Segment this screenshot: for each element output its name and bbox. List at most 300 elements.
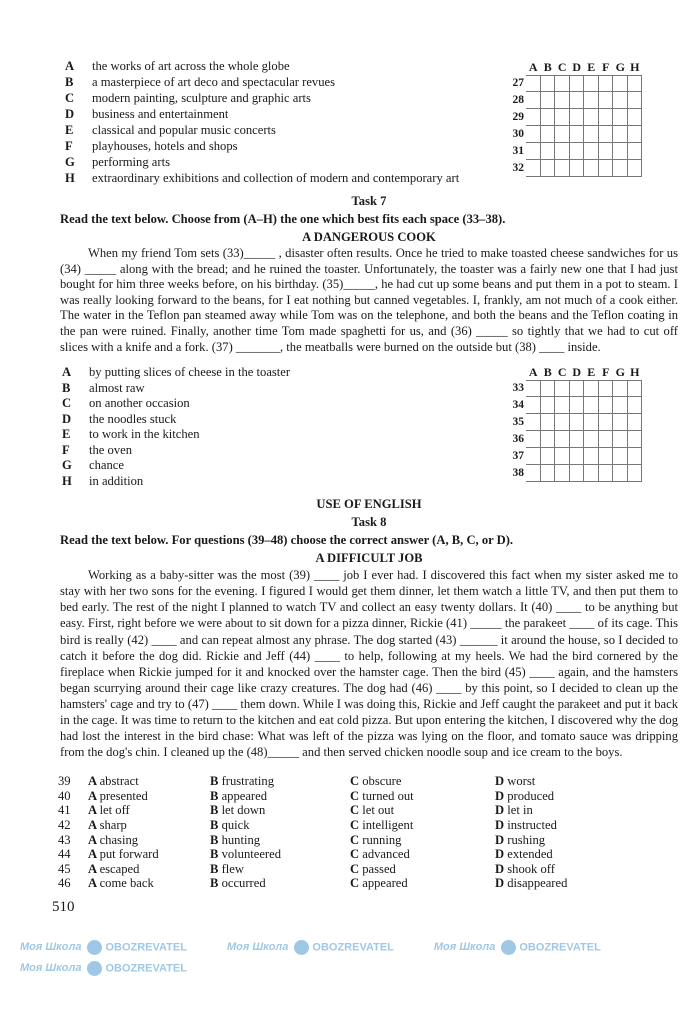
option-text: the oven	[89, 442, 133, 457]
answer-cell[interactable]	[628, 126, 643, 143]
answer-cell[interactable]	[555, 465, 570, 482]
answer-cell[interactable]	[555, 126, 570, 143]
grid-header	[526, 365, 642, 380]
answer-cell[interactable]	[526, 380, 541, 397]
answer-row	[58, 803, 678, 818]
grid-row-number: 33	[512, 382, 524, 395]
choice-text: let out	[362, 803, 395, 818]
answer-cell[interactable]	[628, 109, 643, 126]
option-item	[65, 106, 459, 122]
answer-cell[interactable]	[628, 397, 643, 414]
option-letter: D	[62, 411, 72, 426]
answer-cell[interactable]	[570, 448, 585, 465]
choice-text: worst	[507, 774, 536, 789]
choice-text: appeared	[362, 876, 408, 891]
answer-cell[interactable]	[613, 92, 628, 109]
option-text: chance	[89, 458, 124, 473]
choice-letter: A	[88, 832, 100, 847]
answer-cell[interactable]	[599, 380, 614, 397]
answer-cell[interactable]	[526, 465, 541, 482]
answer-cell[interactable]	[526, 160, 541, 177]
answer-cell[interactable]	[526, 397, 541, 414]
choice-letter: B	[210, 861, 222, 876]
answer-cell[interactable]	[541, 465, 556, 482]
task8-text: Working as a baby-sitter was the most (39) ____ job I ever had. I discovered this fact when my sister asked me to stay with her two sons for the evening. I figured I would get them dinner, let them watch a little TV, and then put them to bed early. The rest of the night I planned to watch TV and collect an easy twenty dollars. It (40) ____ to be anything but easy. First, right before we were about to sit down for a pizza dinner, Rickie (41) _____ the parakeet ____ of its cage. This bird is really (42) ____ and can repeat almost any phrase. The dog started (43) ______ it around the house, so I decided to catch it before the dog did. Rickie and Jeff (44) ____ to help, following at my heels. We had the bird cornered by the fireplace when Rickie jumped for it and knocked over the hamster cage. Then the bird (45) ____ again, and the hamsters began scurrying around their cage like crazy creatures. The dog had (46) ____ by this point, so I decided to clean up the hamsters' cage and try to (47) ____ them down. While I was doing this, Rickie and Jeff caught the parakeet and put it back in the cage. It was time to return to the kitchen and eat cold pizza. But upon entering the kitchen, I discovered why the dog had lost the interest in the bird chase: What was left of the pizza was lying on the floor, and tomato sauce was dripping from the dog's chin. I cleaned up the (48)_____ and then served chicken noodle soup and ice cream to the boys.	[60, 568, 678, 760]
answer-choice-c	[350, 833, 495, 848]
question-number: 44	[58, 847, 71, 862]
answer-cell[interactable]	[613, 143, 628, 160]
option-text: a masterpiece of art deco and spectacular revues	[92, 75, 335, 89]
answer-choice-c	[350, 803, 495, 818]
grid-row-number: 30	[512, 128, 524, 140]
answer-choice-a	[88, 803, 210, 818]
watermark-logo-icon	[294, 940, 309, 955]
choice-letter: D	[495, 788, 508, 803]
option-letter: B	[65, 75, 74, 89]
answer-cell[interactable]	[613, 75, 628, 92]
option-letter: F	[65, 139, 73, 153]
option-item	[62, 412, 290, 428]
answer-cell[interactable]	[570, 143, 585, 160]
choice-letter: C	[350, 876, 363, 891]
answer-cell[interactable]	[541, 448, 556, 465]
grid-column-letter: A	[528, 365, 538, 380]
choice-text: come back	[99, 876, 154, 891]
choice-letter: B	[210, 774, 222, 789]
answer-choice-c	[350, 774, 495, 789]
choice-letter: C	[350, 832, 363, 847]
grid-body	[504, 75, 642, 177]
choice-letter: D	[495, 774, 508, 789]
watermark	[227, 940, 394, 955]
option-item	[65, 138, 459, 154]
task8-title: Task 8	[351, 515, 387, 530]
choice-text: passed	[362, 861, 396, 876]
choice-text: let off	[99, 803, 130, 818]
answer-cell[interactable]	[599, 92, 614, 109]
answer-cell[interactable]	[541, 160, 556, 177]
option-item	[62, 365, 290, 381]
answer-cell[interactable]	[584, 160, 599, 177]
grid-row	[504, 92, 642, 109]
choice-letter: D	[495, 876, 508, 891]
option-text: classical and popular music concerts	[92, 123, 276, 137]
answer-cell[interactable]	[541, 431, 556, 448]
choice-text: turned out	[362, 788, 414, 803]
task8-heading: A DIFFICULT JOB	[315, 551, 423, 566]
task7-text: When my friend Tom sets (33)_____ , disaster often results. Once he tried to make toasted cheese sandwiches for us (34) _____ along with the bread; and he ruined the toaster. Unfortunately, the toaster was a fairly new one that I had just bought for him three weeks before, on his birthday. (35)_____, he had cut up some beans and put them in a pot to steam. I was really looking forward to the beans, for I eat nothing but canned vegetables. I, frankly, am not much of a cook either. The water in the Teflon pan steamed away while Tom was on the telephone, and both the beans and the Teflon coating in the pan were ruined. Finally, another time Tom made spaghetti for us, and (36) _____ so tightly that we had to cut off slices with a knife and a fork. (37) _______, the meatballs were burned on the outside but (38) ____ inside.	[60, 246, 678, 354]
answer-cell[interactable]	[613, 126, 628, 143]
answer-choice-b	[210, 847, 350, 862]
answer-cell[interactable]	[541, 380, 556, 397]
option-text: almost raw	[89, 380, 145, 395]
answer-cell[interactable]	[541, 75, 556, 92]
grid-column-letter: D	[572, 60, 582, 74]
choice-text: disappeared	[507, 876, 568, 891]
answer-cell[interactable]	[613, 431, 628, 448]
choice-letter: C	[350, 803, 363, 818]
grid-column-letter: F	[602, 60, 610, 74]
answer-cell[interactable]	[599, 160, 614, 177]
answer-choice-a	[88, 789, 210, 804]
task8-instruction: Read the text below. For questions (39–48) choose the correct answer (A, B, C, or D).	[60, 533, 514, 548]
choice-text: extended	[507, 847, 553, 862]
answer-choice-b	[210, 774, 350, 789]
answer-cell[interactable]	[628, 380, 643, 397]
option-letter: B	[62, 380, 71, 395]
choice-letter: B	[210, 847, 222, 862]
grid-row	[504, 431, 642, 448]
page-number: 510	[52, 899, 75, 916]
choice-text: intelligent	[362, 818, 414, 833]
option-item	[62, 443, 290, 459]
answer-cell[interactable]	[555, 397, 570, 414]
grid-column-letter: D	[572, 365, 582, 380]
answer-cell[interactable]	[584, 465, 599, 482]
option-text: business and entertainment	[92, 107, 229, 121]
answer-cell[interactable]	[599, 414, 614, 431]
choice-text: appeared	[221, 788, 268, 803]
answer-choice-d	[495, 876, 605, 891]
watermark	[20, 961, 187, 976]
answer-choice-a	[88, 847, 210, 862]
answer-cell[interactable]	[570, 380, 585, 397]
answer-cell[interactable]	[570, 92, 585, 109]
answer-cell[interactable]	[541, 92, 556, 109]
answer-cell[interactable]	[584, 126, 599, 143]
answer-choice-c	[350, 862, 495, 877]
choice-text: hunting	[221, 832, 261, 847]
grid-row-number: 36	[512, 433, 524, 446]
grid-row	[504, 126, 642, 143]
choice-letter: D	[495, 861, 508, 876]
answer-row	[58, 876, 678, 891]
answer-cell[interactable]	[526, 143, 541, 160]
answer-choice-a	[88, 876, 210, 891]
answer-cell[interactable]	[599, 126, 614, 143]
answer-cell[interactable]	[613, 397, 628, 414]
grid-column-letter: C	[557, 365, 567, 380]
answer-cell[interactable]	[570, 75, 585, 92]
choice-letter: A	[88, 788, 100, 803]
watermark-school-text: Моя Школа	[20, 941, 82, 954]
watermark-school-text: Моя Школа	[226, 941, 289, 954]
grid-column-letter: E	[587, 60, 596, 74]
answer-cell[interactable]	[628, 448, 643, 465]
answer-choice-b	[210, 818, 350, 833]
answer-cell[interactable]	[570, 160, 585, 177]
option-item	[62, 381, 290, 397]
question-number: 46	[58, 876, 71, 891]
choice-letter: D	[495, 847, 508, 862]
answer-cell[interactable]	[541, 126, 556, 143]
answer-cell[interactable]	[613, 448, 628, 465]
option-text: performing arts	[92, 155, 170, 169]
answer-cell[interactable]	[599, 465, 614, 482]
choice-text: running	[362, 832, 402, 847]
option-letter: C	[62, 396, 72, 411]
answer-cell[interactable]	[613, 160, 628, 177]
choice-letter: B	[210, 818, 222, 833]
answer-cell[interactable]	[628, 414, 643, 431]
answer-choice-d	[495, 774, 605, 789]
watermark-brand-text: OBOZREVATEL	[105, 962, 187, 975]
answer-cell[interactable]	[599, 431, 614, 448]
answer-choice-b	[210, 862, 350, 877]
choice-text: put forward	[99, 847, 159, 862]
watermark-brand-text: OBOZREVATEL	[105, 941, 187, 954]
answer-cell[interactable]	[584, 414, 599, 431]
option-item	[65, 122, 459, 138]
choice-text: obscure	[362, 774, 402, 789]
answer-cell[interactable]	[555, 414, 570, 431]
option-item	[65, 154, 459, 170]
choice-letter: B	[210, 876, 222, 891]
answer-cell[interactable]	[584, 448, 599, 465]
grid-row	[504, 465, 642, 482]
option-text: to work in the kitchen	[89, 427, 200, 442]
answer-cell[interactable]	[541, 143, 556, 160]
answer-cell[interactable]	[526, 75, 541, 92]
choice-letter: C	[350, 788, 363, 803]
choice-letter: C	[350, 861, 363, 876]
answer-cell[interactable]	[613, 465, 628, 482]
grid-row	[504, 380, 642, 397]
answer-cell[interactable]	[584, 92, 599, 109]
answer-choice-c	[350, 876, 495, 891]
answer-cell[interactable]	[541, 109, 556, 126]
option-item	[65, 58, 459, 74]
answer-cell[interactable]	[570, 431, 585, 448]
answer-cell[interactable]	[526, 109, 541, 126]
answer-choice-b	[210, 803, 350, 818]
answer-cell[interactable]	[584, 143, 599, 160]
answer-cell[interactable]	[526, 92, 541, 109]
answer-cell[interactable]	[570, 414, 585, 431]
option-text: the noodles stuck	[89, 411, 177, 426]
answer-cell[interactable]	[526, 431, 541, 448]
answer-cell[interactable]	[628, 75, 643, 92]
grid-column-letter: A	[528, 60, 538, 74]
answer-cell[interactable]	[555, 431, 570, 448]
answer-cell[interactable]	[555, 380, 570, 397]
question-number: 39	[58, 774, 71, 789]
task7-options-row	[60, 365, 678, 489]
choice-letter: D	[495, 818, 508, 833]
watermark-strip	[20, 940, 678, 976]
grid-column-letter: B	[543, 60, 552, 74]
option-letter: H	[65, 171, 75, 185]
option-item	[65, 170, 459, 186]
grid-row	[504, 109, 642, 126]
question-number: 42	[58, 818, 71, 833]
answer-cell[interactable]	[599, 109, 614, 126]
choice-letter: A	[88, 803, 100, 818]
grid-row	[504, 143, 642, 160]
answer-cell[interactable]	[599, 75, 614, 92]
answer-cell[interactable]	[628, 431, 643, 448]
answer-cell[interactable]	[613, 380, 628, 397]
option-text: by putting slices of cheese in the toaster	[89, 365, 291, 380]
answer-cell[interactable]	[526, 414, 541, 431]
option-letter: H	[62, 473, 72, 488]
answer-choice-d	[495, 789, 605, 804]
answer-cell[interactable]	[570, 397, 585, 414]
choice-text: let in	[507, 803, 533, 818]
answer-cell[interactable]	[541, 414, 556, 431]
answer-cell[interactable]	[555, 109, 570, 126]
answer-row	[58, 774, 678, 789]
choice-text: flew	[221, 861, 244, 876]
option-text: modern painting, sculpture and graphic arts	[92, 91, 311, 105]
choice-text: let down	[221, 803, 266, 818]
choice-text: advanced	[362, 847, 410, 862]
choice-letter: C	[350, 774, 363, 789]
answer-cell[interactable]	[599, 143, 614, 160]
answer-choice-d	[495, 862, 605, 877]
choice-text: quick	[221, 818, 250, 833]
answer-row	[58, 789, 678, 804]
grid-row-number: 35	[512, 416, 524, 429]
answer-cell[interactable]	[584, 397, 599, 414]
answer-cell[interactable]	[599, 397, 614, 414]
choice-text: chasing	[99, 832, 139, 847]
task7-options	[62, 365, 290, 489]
grid-row-number: 32	[512, 162, 524, 174]
answer-cell[interactable]	[570, 465, 585, 482]
answer-choice-a	[88, 833, 210, 848]
grid-row-number: 31	[512, 145, 524, 157]
answer-choice-d	[495, 818, 605, 833]
answer-cell[interactable]	[526, 126, 541, 143]
answer-cell[interactable]	[555, 160, 570, 177]
choice-letter: A	[88, 847, 100, 862]
answer-cell[interactable]	[584, 380, 599, 397]
option-item	[62, 396, 290, 412]
answer-cell[interactable]	[613, 414, 628, 431]
option-letter: G	[65, 155, 75, 169]
answer-choice-b	[210, 876, 350, 891]
grid-column-letter: H	[630, 60, 640, 74]
option-text: in addition	[89, 473, 144, 488]
grid-column-letter: H	[630, 365, 640, 380]
grid-header	[526, 60, 642, 75]
task7-heading: A DANGEROUS COOK	[302, 230, 436, 244]
option-letter: E	[62, 427, 71, 442]
choice-text: sharp	[99, 818, 127, 833]
answer-cell[interactable]	[555, 448, 570, 465]
answer-choice-a	[88, 862, 210, 877]
answer-choice-a	[88, 818, 210, 833]
answer-cell[interactable]	[599, 448, 614, 465]
choice-text: volunteered	[221, 847, 282, 862]
choice-text: escaped	[99, 861, 140, 876]
option-item	[65, 74, 459, 90]
answer-cell[interactable]	[584, 431, 599, 448]
option-letter: E	[65, 123, 74, 137]
grid-row	[504, 75, 642, 92]
choice-letter: A	[88, 774, 100, 789]
question-number: 43	[58, 832, 71, 847]
grid-column-letter: E	[587, 365, 596, 380]
answer-cell[interactable]	[526, 448, 541, 465]
choice-text: frustrating	[221, 774, 275, 789]
option-text: playhouses, hotels and shops	[92, 139, 238, 153]
answer-row	[58, 862, 678, 877]
choice-letter: B	[210, 788, 222, 803]
answer-cell[interactable]	[628, 160, 643, 177]
watermark-brand-text: OBOZREVATEL	[312, 941, 394, 954]
task7-instruction: Read the text below. Choose from (A–H) the one which best fits each space (33–38).	[60, 212, 506, 226]
grid-row-number: 27	[512, 77, 524, 89]
watermark-brand-text: OBOZREVATEL	[519, 941, 601, 954]
choice-text: occurred	[221, 876, 266, 891]
question-number: 45	[58, 861, 71, 876]
answer-cell[interactable]	[628, 465, 643, 482]
choice-letter: A	[88, 876, 100, 891]
answer-cell[interactable]	[555, 92, 570, 109]
choice-letter: B	[210, 803, 222, 818]
task6-options	[65, 58, 459, 186]
task8-answer-options	[58, 774, 678, 891]
answer-cell[interactable]	[570, 109, 585, 126]
watermark-school-text: Моя Школа	[433, 941, 496, 954]
option-letter: D	[65, 107, 75, 121]
question-number: 40	[58, 788, 71, 803]
watermark-school-text: Моя Школа	[20, 962, 82, 975]
answer-cell[interactable]	[555, 143, 570, 160]
answer-cell[interactable]	[613, 109, 628, 126]
option-letter: G	[62, 458, 72, 473]
answer-grid-27-32	[504, 60, 642, 177]
option-letter: F	[62, 442, 70, 457]
watermark	[434, 940, 601, 955]
answer-cell[interactable]	[570, 126, 585, 143]
answer-cell[interactable]	[628, 92, 643, 109]
grid-column-letter: G	[615, 60, 625, 74]
watermark-logo-icon	[87, 961, 102, 976]
answer-cell[interactable]	[584, 109, 599, 126]
option-letter: A	[65, 59, 75, 73]
choice-text: rushing	[507, 832, 546, 847]
answer-cell[interactable]	[541, 397, 556, 414]
answer-choice-c	[350, 818, 495, 833]
answer-choice-d	[495, 847, 605, 862]
answer-cell[interactable]	[555, 75, 570, 92]
section-title: USE OF ENGLISH	[316, 497, 422, 512]
watermark-logo-icon	[501, 940, 516, 955]
grid-column-letter: G	[615, 365, 625, 380]
choice-letter: D	[495, 803, 508, 818]
choice-letter: D	[495, 832, 508, 847]
option-item	[65, 90, 459, 106]
option-text: on another occasion	[89, 396, 190, 411]
choice-letter: A	[88, 818, 100, 833]
choice-text: abstract	[99, 774, 139, 789]
choice-letter: B	[210, 832, 222, 847]
choice-text: shook off	[507, 861, 555, 876]
answer-cell[interactable]	[628, 143, 643, 160]
answer-cell[interactable]	[584, 75, 599, 92]
grid-row-number: 37	[512, 450, 524, 463]
grid-row	[504, 397, 642, 414]
answer-choice-a	[88, 774, 210, 789]
answer-grid-33-38	[504, 365, 642, 482]
watermark	[20, 940, 187, 955]
task6-options-row	[60, 58, 678, 186]
grid-column-letter: C	[557, 60, 567, 74]
option-letter: A	[62, 365, 72, 380]
